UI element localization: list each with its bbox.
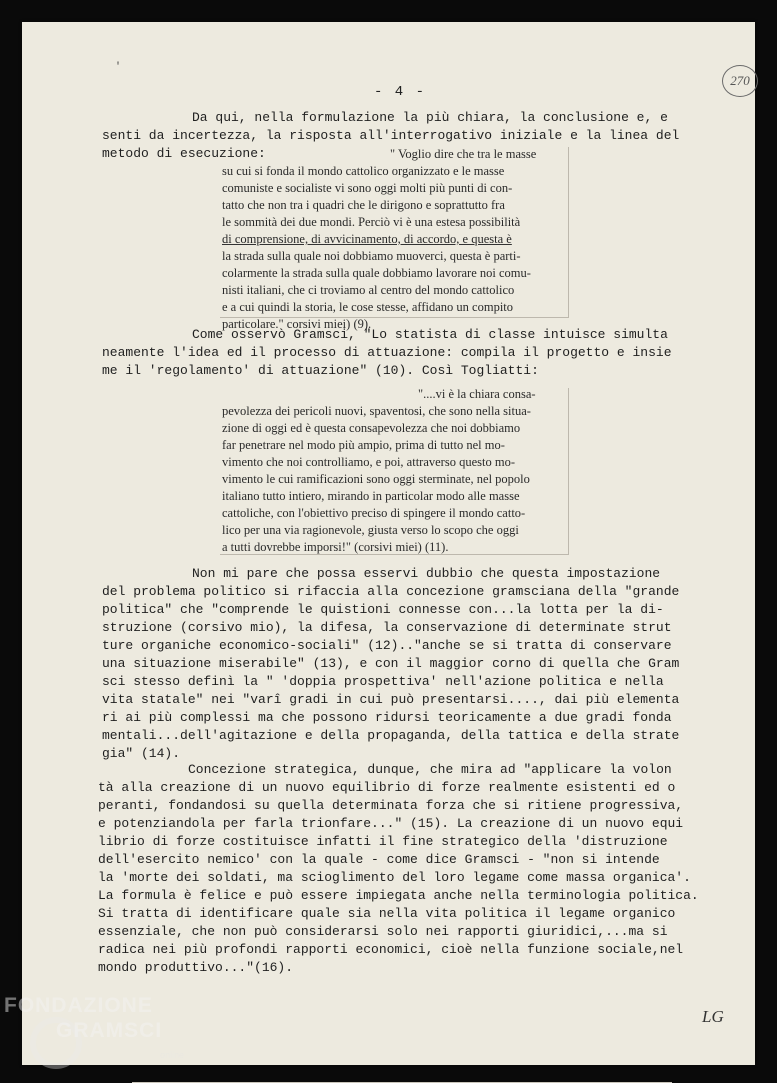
quote1-line1: " Voglio dire che tra le masse [390, 147, 537, 161]
para3-line8: vita statale" nei "varî gradi in cui può presentarsi...., dai più elementa [102, 692, 680, 707]
para4-line10: essenziale, che non può considerarsi solo nei rapporti giuridici,...ma si [98, 924, 668, 939]
para4-line2: tà alla creazione di un nuovo equilibrio di forze realmente esistenti ed o [98, 780, 676, 795]
quote1-line8: colarmente la strada sulla quale dobbiamo lavorare noi comu- [222, 266, 531, 280]
para4-line8: La formula è felice e può essere impiegata anche nella terminologia politica. [98, 888, 699, 903]
document-page [22, 22, 755, 1065]
para4-line12: mondo produttivo..."(16). [98, 960, 294, 975]
watermark-small: online [160, 1050, 185, 1060]
para3-line9: ri ai più complessi ma che possono ridursi teoricamente a due gradi fonda [102, 710, 672, 725]
quote1-line4: tatto che non tra i quadri che le dirigono e soprattutto fra [222, 198, 505, 212]
handwritten-initials: LG [702, 1007, 724, 1026]
para3-line4: struzione (corsivo mio), la difesa, la conservazione di determinate strut [102, 620, 672, 635]
quote2-line9: lico per una via ragionevole, giusta verso lo scopo che oggi [222, 523, 519, 537]
quote1-line9: nisti italiani, che ci troviamo al centro del mondo cattolico [222, 283, 515, 297]
para4-line11: radica nei più profondi rapporti economici, cioè nella funzione sociale,nel [98, 942, 684, 957]
watermark-line1: FONDAZIONE [4, 994, 153, 1017]
page-number: - 4 - [374, 84, 427, 100]
para3-line6: una situazione miserabile" (13), e con il maggior corno di quella che Gram [102, 656, 680, 671]
para1-line2: senti da incertezza, la risposta all'interrogativo iniziale e la linea del [102, 128, 680, 143]
para1-line1: Da qui, nella formulazione la più chiara, la conclusione e, e [192, 110, 668, 125]
quote1-line7: la strada sulla quale noi dobbiamo muoverci, questa è parti- [222, 249, 521, 263]
quote2-line2: pevolezza dei pericoli nuovi, spaventosi, che sono nella situa- [222, 404, 531, 418]
para2-line1: Come osservò Gramsci, "Lo statista di classe intuisce simulta [192, 327, 668, 342]
para4-line9: Si tratta di identificare quale sia nella vita politica il legame organico [98, 906, 676, 921]
quote2-line7: italiano tutto intiero, mirando in particolar modo alle masse [222, 489, 520, 503]
para4-line6: dell'esercito nemico' con la quale - come dice Gramsci - "non si intende [98, 852, 660, 867]
para3-line11: gia" (14). [102, 746, 181, 761]
para4-line1: Concezione strategica, dunque, che mira ad "applicare la volon [188, 762, 672, 777]
quote2-line6: vimento le cui ramificazioni sono oggi sterminate, nel popolo [222, 472, 530, 486]
para1-line3: metodo di esecuzione: [102, 146, 266, 161]
quote2-line3: zione di oggi ed è questa consapevolezza che noi dobbiamo [222, 421, 521, 435]
para3-line3: politica" che "comprende le quistioni connesse con...la lotta per la di- [102, 602, 664, 617]
quote1-line10: e a cui quindi la storia, le cose stesse, affidano un compito [222, 300, 514, 314]
archive-stamp: 270 [722, 65, 758, 97]
quote1-line6: di comprensione, di avvicinamento, di accordo, e questa è [222, 232, 512, 246]
quote1-line2: su cui si fonda il mondo cattolico organizzato e le masse [222, 164, 505, 178]
quote2-line1: "....vi è la chiara consa- [418, 387, 536, 401]
quote1-line5: le sommità dei due mondi. Perciò vi è una estesa possibilità [222, 215, 521, 229]
para3-line2: del problema politico si rifaccia alla concezione gramsciana della "grande [102, 584, 680, 599]
quote2-line10: a tutti dovrebbe imporsi!" (corsivi miei) (11). [222, 540, 449, 554]
quote1-line3: comuniste e socialiste vi sono oggi molti più punti di con- [222, 181, 513, 195]
para3-line1: Non mi pare che possa esservi dubbio che questa impostazione [192, 566, 661, 581]
para4-line5: librio di forze costituisce infatti il fine strategico della 'distruzione [98, 834, 668, 849]
quote2-line4: far penetrare nel modo più ampio, prima di tutto nel mo- [222, 438, 505, 452]
quote1-line11: particolare." corsivi miei) (9). [222, 317, 372, 331]
para4-line4: e potenziandola per farla trionfare..." (15). La creazione di un nuovo equi [98, 816, 684, 831]
para4-line3: peranti, fondandosi su quella determinata forza che si ritiene progressiva, [98, 798, 684, 813]
para3-line10: mentali...dell'agitazione e della propaganda, della tattica e della strate [102, 728, 680, 743]
para4-line7: la 'morte dei soldati, ma scioglimento del loro legame come massa organica'. [98, 870, 691, 885]
para2-line3: me il 'regolamento' di attuazione" (10). Così Togliatti: [102, 363, 539, 378]
quote2-line8: cattoliche, con l'obiettivo preciso di spingere il mondo catto- [222, 506, 526, 520]
para2-line2: neamente l'idea ed il processo di attuazione: compila il progetto e insie [102, 345, 672, 360]
para3-line5: ture organiche economico-sociali" (12).."anche se si tratta di conservare [102, 638, 672, 653]
para3-line7: sci stesso definì la " 'doppia prospettiva' nell'azione politica e nella [102, 674, 664, 689]
pencil-mark: ' [115, 62, 122, 73]
watermark-line2: GRAMSCI [56, 1019, 163, 1042]
quote2-line5: vimento che noi controlliamo, e poi, attraverso questo mo- [222, 455, 515, 469]
